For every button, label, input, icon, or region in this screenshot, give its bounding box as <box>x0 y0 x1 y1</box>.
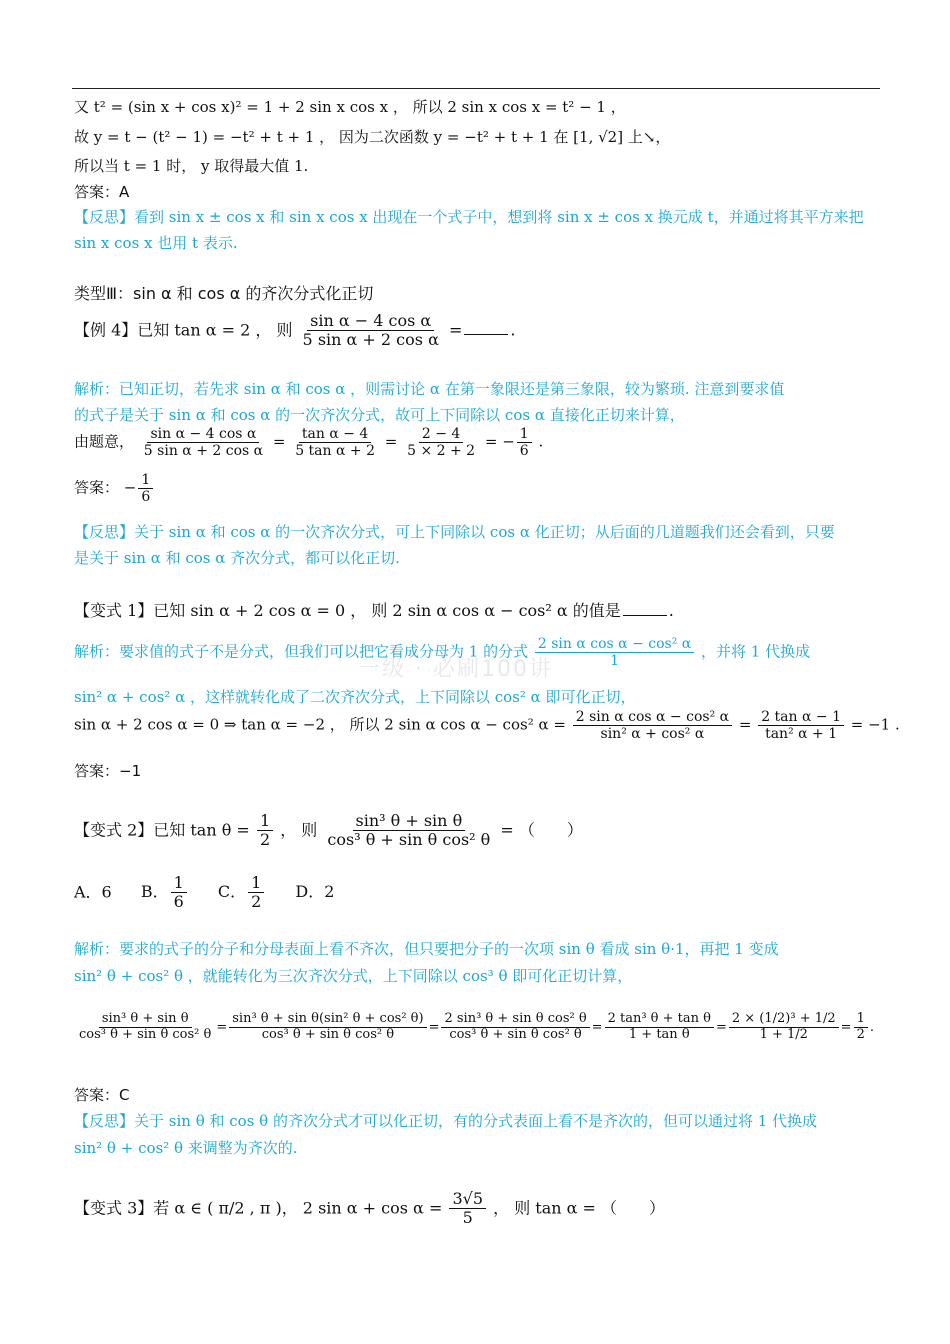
derivation-line: 故 y = t − (t² − 1) = −t² + t + 1 ， 因为二次函数 y = −t² + t + 1 在 [1, √2] 上↘， <box>74 128 671 146</box>
question-fraction <box>300 312 442 350</box>
answer-line: 答案：A <box>74 183 130 201</box>
top-rule <box>72 88 880 89</box>
numerator: sin α − 4 cos α <box>307 312 434 331</box>
option-b: B． <box>140 882 169 902</box>
fraction <box>404 426 478 459</box>
option-c: C． <box>217 882 247 902</box>
example-4-question <box>74 312 515 350</box>
denominator: cos³ θ + sin θ cos² θ <box>261 1026 395 1042</box>
solution-text: sin² α + cos² α ，这样就转化成了二次齐次分式，上下同除以 cos² α 即可化正切， <box>74 688 636 706</box>
derivation-text: sin α + 2 cos α = 0 ⇒ tan α = −2 ， 所以 2 sin α cos α − cos² α = <box>74 715 566 734</box>
fraction <box>141 426 266 459</box>
answer-label: 答案： <box>74 478 120 497</box>
numerator: 2 × (1/2)³ + 1/2 <box>729 1012 839 1028</box>
period: . <box>510 320 516 340</box>
denominator: 1 <box>610 653 620 670</box>
options-row <box>74 874 334 912</box>
denominator: cos³ θ + sin θ cos² θ <box>449 1026 582 1042</box>
denominator: 5 sin α + 2 cos α <box>302 330 439 350</box>
solution-text: 解析：已知正切，若先求 sin α 和 cos α ，则需讨论 α 在第一象限还是第三象限，较为繁琐. 注意到要求值 <box>74 380 785 398</box>
fraction <box>292 426 378 459</box>
denominator: tan² α + 1 <box>765 726 838 743</box>
fraction <box>257 812 273 850</box>
denominator: sin² α + cos² α <box>600 726 705 743</box>
numerator: 1 <box>138 472 153 489</box>
question-text: ， 则 <box>280 820 318 840</box>
fraction <box>229 1012 426 1043</box>
denominator: 1 + tan θ <box>628 1026 690 1042</box>
denominator: 5 × 2 + 2 <box>407 443 476 460</box>
derivation-line: 所以当 t = 1 时， y 取得最大值 1. <box>74 157 309 175</box>
option-d: D．2 <box>295 882 335 902</box>
denominator: 5 tan α + 2 <box>295 443 375 460</box>
variant-1-derivation: sin α + 2 cos α = 0 ⇒ tan α = −2 ， 所以 2 sin α cos α − cos² α = $\frac{\text{2 sin α cos α − cos² α}}{\text{sin² α + cos² α}}$ = $\frac{\text{2 tan α − 1}}{\text{tan² α + 1}}$ = −1 . <box>74 709 900 743</box>
numerator: 1 <box>517 426 532 443</box>
solution-text: 的式子是关于 sin α 和 cos α 的一次齐次分式，故可上下同除以 cos α 直接化正切来计算， <box>74 406 685 424</box>
question-text: 【变式 1】已知 sin α + 2 cos α = 0 ， 则 2 sin α cos α − cos² α 的值是 <box>74 601 621 620</box>
numerator: 3√5 <box>449 1190 486 1209</box>
fraction <box>76 1012 214 1043</box>
numerator: 1 <box>854 1012 868 1028</box>
variant-1-question: 【变式 1】已知 sin α + 2 cos α = 0 ， 则 2 sin α cos α − cos² α 的值是 . <box>74 601 674 620</box>
solution-part: ，并将 1 代换成 <box>701 642 811 661</box>
numerator: 2 tan³ θ + tan θ <box>605 1012 714 1028</box>
numerator: tan α − 4 <box>299 426 371 443</box>
question-fraction <box>324 812 493 850</box>
watermark: 一级 · 必刷100讲 <box>358 657 553 682</box>
derivation-line: 又 t² = (sin x + cos x)² = 1 + 2 sin x cos x ， 所以 2 sin x cos x = t² − 1 ， <box>74 98 626 116</box>
fraction <box>729 1012 839 1043</box>
reflection-text: 是关于 sin α 和 cos α 齐次分式，都可以化正切. <box>74 549 400 567</box>
answer-blank <box>464 334 508 335</box>
denominator: cos³ θ + sin θ cos² θ <box>79 1026 212 1042</box>
answer-line: 答案： − $\frac{1}{6}$ <box>74 472 155 505</box>
answer-line: 答案：−1 <box>74 762 142 780</box>
numerator: sin³ θ + sin θ <box>353 812 466 831</box>
lead-text: 由题意， <box>74 432 135 451</box>
reflection-text: sin² θ + cos² θ 来调整为齐次的. <box>74 1139 298 1157</box>
denominator: cos³ θ + sin θ cos² θ <box>327 830 491 850</box>
equals-sign: = <box>448 320 463 340</box>
reflection-text: 【反思】看到 sin x ± cos x 和 sin x cos x 出现在一个式子中，想到将 sin x ± cos x 换元成 t，并通过将其平方来把 <box>74 208 864 226</box>
denominator: 6 <box>173 892 184 912</box>
denominator: 2 <box>251 892 262 912</box>
numerator: 1 <box>248 874 264 893</box>
numerator: sin³ θ + sin θ <box>99 1012 192 1028</box>
answer-line: 答案：C <box>74 1086 130 1104</box>
denominator: 5 <box>462 1208 473 1228</box>
section-heading: 类型Ⅲ：sin α 和 cos α 的齐次分式化正切 <box>74 284 374 303</box>
question-label: 【变式 2】已知 tan θ = <box>74 820 250 840</box>
fraction <box>758 709 844 742</box>
question-label: 【变式 3】若 α ∈ ( π/2 , π )， <box>74 1198 298 1218</box>
fraction <box>535 636 694 669</box>
denominator: 6 <box>519 443 529 460</box>
numerator: sin α − 4 cos α <box>147 426 259 443</box>
denominator: 6 <box>141 489 151 506</box>
fraction <box>854 1012 868 1043</box>
answer-blank <box>623 615 667 616</box>
reflection-text: 【反思】关于 sin α 和 cos α 的一次齐次分式，可上下同除以 cos α 化正切；从后面的几道题我们还会看到，只要 <box>74 523 835 541</box>
option-a: A．6 <box>74 882 112 902</box>
numerator: 2 tan α − 1 <box>758 709 844 726</box>
solution-part: 解析：要求值的式子不是分式，但我们可以把它看成分母为 1 的分式 <box>74 642 529 661</box>
variant-3-question <box>74 1190 665 1228</box>
denominator: 1 + 1/2 <box>759 1026 808 1042</box>
solution-text: 解析：要求的式子的分子和分母表面上看不齐次，但只要把分子的一次项 sin θ 看成 sin θ·1，再把 1 变成 <box>74 940 779 958</box>
numerator: 1 <box>257 812 273 831</box>
answer-fraction <box>138 472 153 505</box>
numerator: 1 <box>171 874 187 893</box>
numerator: 2 sin³ θ + sin θ cos² θ <box>441 1012 589 1028</box>
fraction <box>248 874 264 912</box>
solution-text: sin² θ + cos² θ ，就能转化为三次齐次分式，上下同除以 cos³ θ 即可化正切计算， <box>74 967 633 985</box>
reflection-text: 【反思】关于 sin θ 和 cos θ 的齐次分式才可以化正切，有的分式表面上看不是齐次的，但可以通过将 1 代换成 <box>74 1112 818 1130</box>
fraction <box>573 709 732 742</box>
question-tail: ， 则 tan α = （ ） <box>493 1198 666 1218</box>
numerator: 2 sin α cos α − cos² α <box>535 636 694 653</box>
question-tail: = （ ） <box>500 820 583 840</box>
variant-2-derivation: $\frac{\text{sin³ θ + sin θ}}{\text{cos³ θ + sin θ cos² θ}}$ = $\frac{\text{sin³ θ + sin θ(sin² θ + cos² θ)}}{\text{cos³ θ + sin θ cos² θ}}$ = $\frac{\text{2 sin³ θ + sin θ cos² θ}}{\text{cos³ θ + sin θ cos² θ}}$ = $\frac{\text{2 tan³ θ + tan θ}}{\text{1 + tan θ}}$ = $\frac{\text{2 × (1/2)³ + 1/2}}{1 + 1/2}$ = $\frac{1}{2}$ . <box>74 1012 874 1043</box>
denominator: 2 <box>856 1026 865 1042</box>
fraction <box>605 1012 714 1043</box>
fraction <box>517 426 532 459</box>
derivation-result: = −1 . <box>850 715 900 734</box>
numerator: sin³ θ + sin θ(sin² θ + cos² θ) <box>229 1012 426 1028</box>
numerator: 2 − 4 <box>419 426 463 443</box>
denominator: 2 <box>259 830 271 850</box>
denominator: 5 sin α + 2 cos α <box>143 443 264 460</box>
question-text: 2 sin α + cos α = <box>302 1198 443 1218</box>
example-label: 【例 4】已知 tan α = 2 ， 则 <box>74 320 293 340</box>
numerator: 2 sin α cos α − cos² α <box>573 709 732 726</box>
reflection-text: sin x cos x 也用 t 表示. <box>74 234 238 252</box>
fraction <box>441 1012 589 1043</box>
variant-2-question <box>74 812 583 850</box>
fraction <box>171 874 187 912</box>
fraction <box>449 1190 486 1228</box>
example-4-derivation: 由题意， $\frac{\text{sin α − 4 cos α}}{\text{5 sin α + 2 cos α}}$ = $\frac{\text{tan α − 4}}{\text{5 tan α + 2}}$ = $\frac{2 - 4}{5 \times 2 + 2}$ = − $\frac{1}{6}$ . <box>74 426 544 460</box>
